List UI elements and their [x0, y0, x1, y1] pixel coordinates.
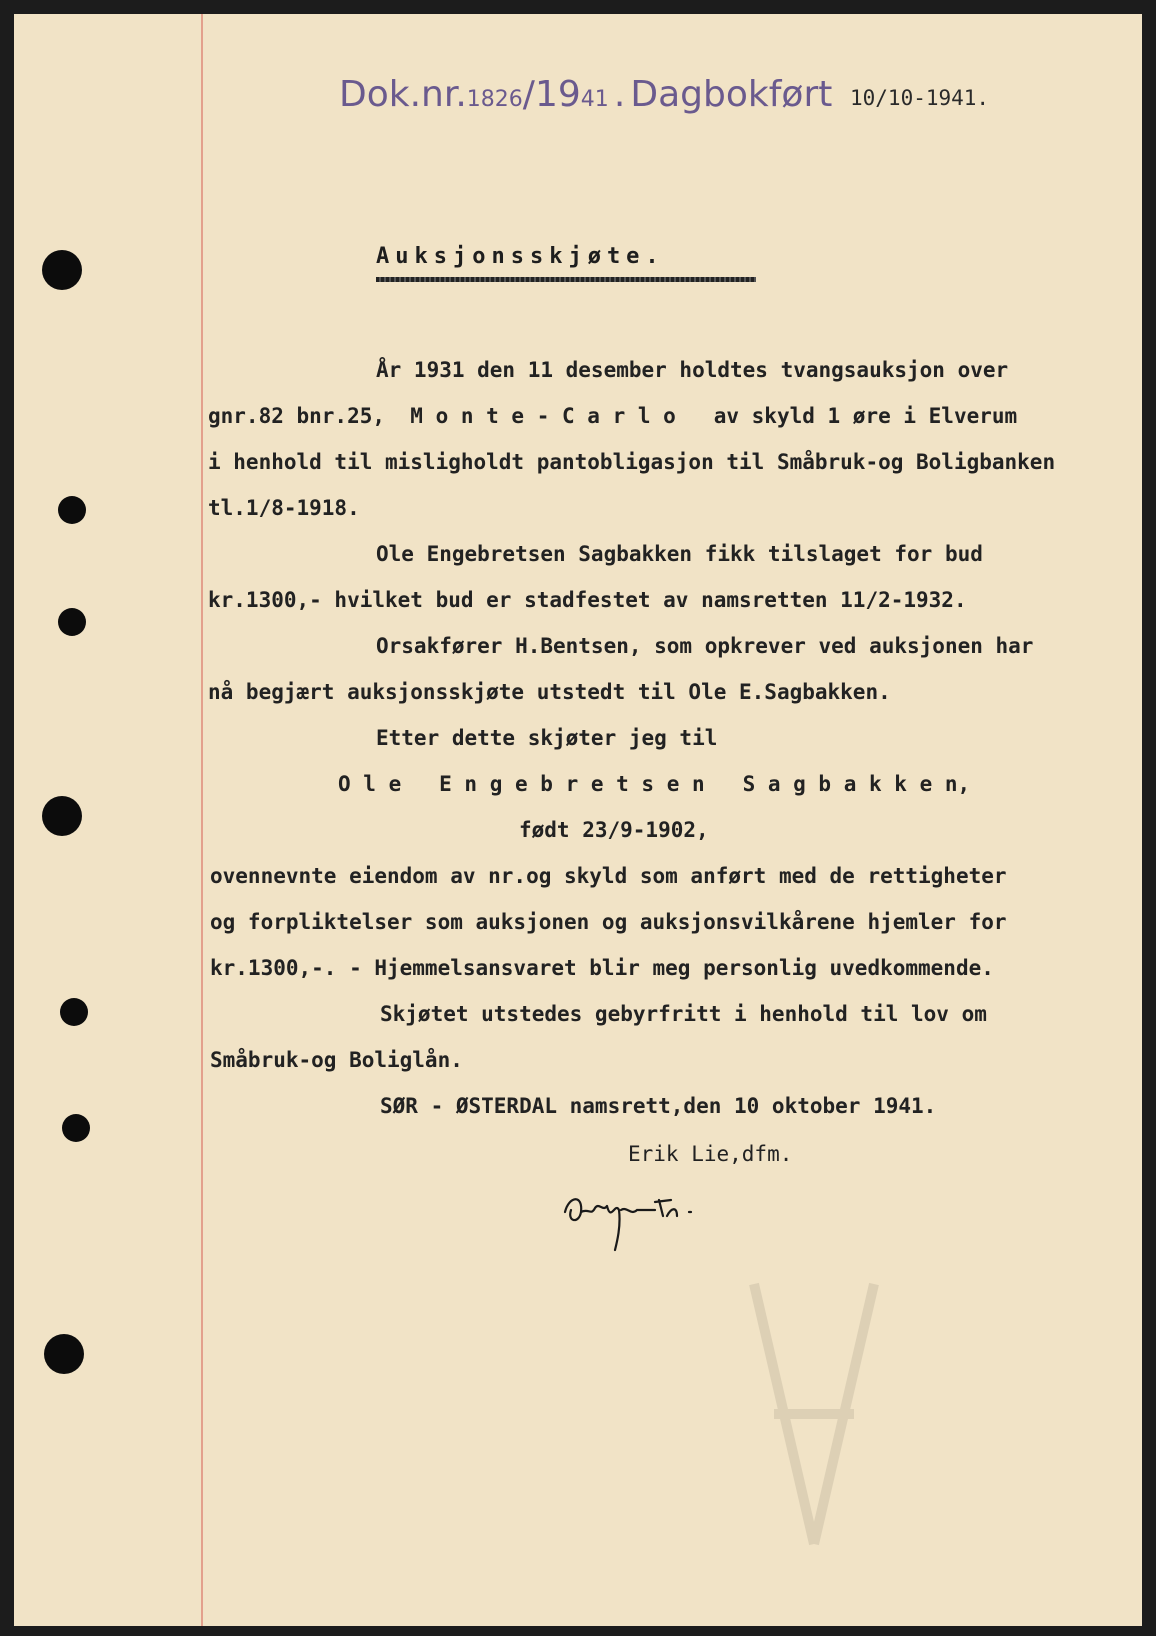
body-line: O l e E n g e b r e t s e n S a g b a k k e n, — [338, 772, 971, 796]
punch-hole — [60, 998, 88, 1026]
body-line: nå begjært auksjonsskjøte utstedt til Ole E.Sagbakken. — [208, 680, 891, 704]
body-line: Etter dette skjøter jeg til — [376, 726, 718, 750]
body-line: Orsakfører H.Bentsen, som opkrever ved auksjonen har — [376, 634, 1034, 658]
punch-hole — [62, 1114, 90, 1142]
document-number-stamp — [339, 74, 832, 115]
body-line: tl.1/8-1918. — [208, 496, 360, 520]
punch-hole — [42, 250, 82, 290]
handwritten-signature — [559, 1182, 719, 1252]
body-line: kr.1300,- hvilket bud er stadfestet av namsretten 11/2-1932. — [208, 588, 967, 612]
stamp-year-small: 41 — [580, 87, 609, 112]
document-heading: Auksjonsskjøte. — [376, 244, 665, 269]
punch-hole — [58, 608, 86, 636]
stamp-date: 10/10-1941. — [850, 86, 990, 110]
body-line: Ole Engebretsen Sagbakken fikk tilslaget for bud — [376, 542, 983, 566]
stamp-label: Dagbokført — [630, 74, 833, 115]
faint-watermark — [714, 1264, 914, 1564]
body-line: År 1931 den 11 desember holdtes tvangsauksjon over — [376, 358, 1009, 382]
punch-hole — [58, 496, 86, 524]
body-line: og forpliktelser som auksjonen og auksjonsvilkårene hjemler for — [210, 910, 1007, 934]
punch-hole — [44, 1334, 84, 1374]
punch-hole — [42, 796, 82, 836]
margin-line — [201, 14, 203, 1626]
body-line: i henhold til misligholdt pantobligasjon til Småbruk-og Boligbanken — [208, 450, 1056, 474]
signatory-name: Erik Lie,dfm. — [628, 1142, 793, 1166]
body-line: SØR - ØSTERDAL namsrett,den 10 oktober 1941. — [380, 1094, 937, 1118]
heading-underline — [376, 277, 756, 282]
stamp-separator: . — [613, 74, 626, 115]
body-line: ovennevnte eiendom av nr.og skyld som anført med de rettigheter — [210, 864, 1007, 888]
stamp-slash: / — [522, 74, 535, 115]
stamp-year-big: 19 — [534, 74, 581, 115]
body-line: født 23/9-1902, — [519, 818, 709, 842]
body-line: gnr.82 bnr.25, M o n t e - C a r l o av skyld 1 øre i Elverum — [208, 404, 1018, 428]
body-line: kr.1300,-. - Hjemmelsansvaret blir meg personlig uvedkommende. — [210, 956, 994, 980]
stamp-number: 1826 — [466, 87, 523, 112]
stamp-prefix: Dok.nr. — [339, 74, 467, 115]
body-line: Skjøtet utstedes gebyrfritt i henhold til lov om — [380, 1002, 987, 1026]
body-line: Småbruk-og Boliglån. — [210, 1048, 463, 1072]
document-page — [14, 14, 1142, 1626]
